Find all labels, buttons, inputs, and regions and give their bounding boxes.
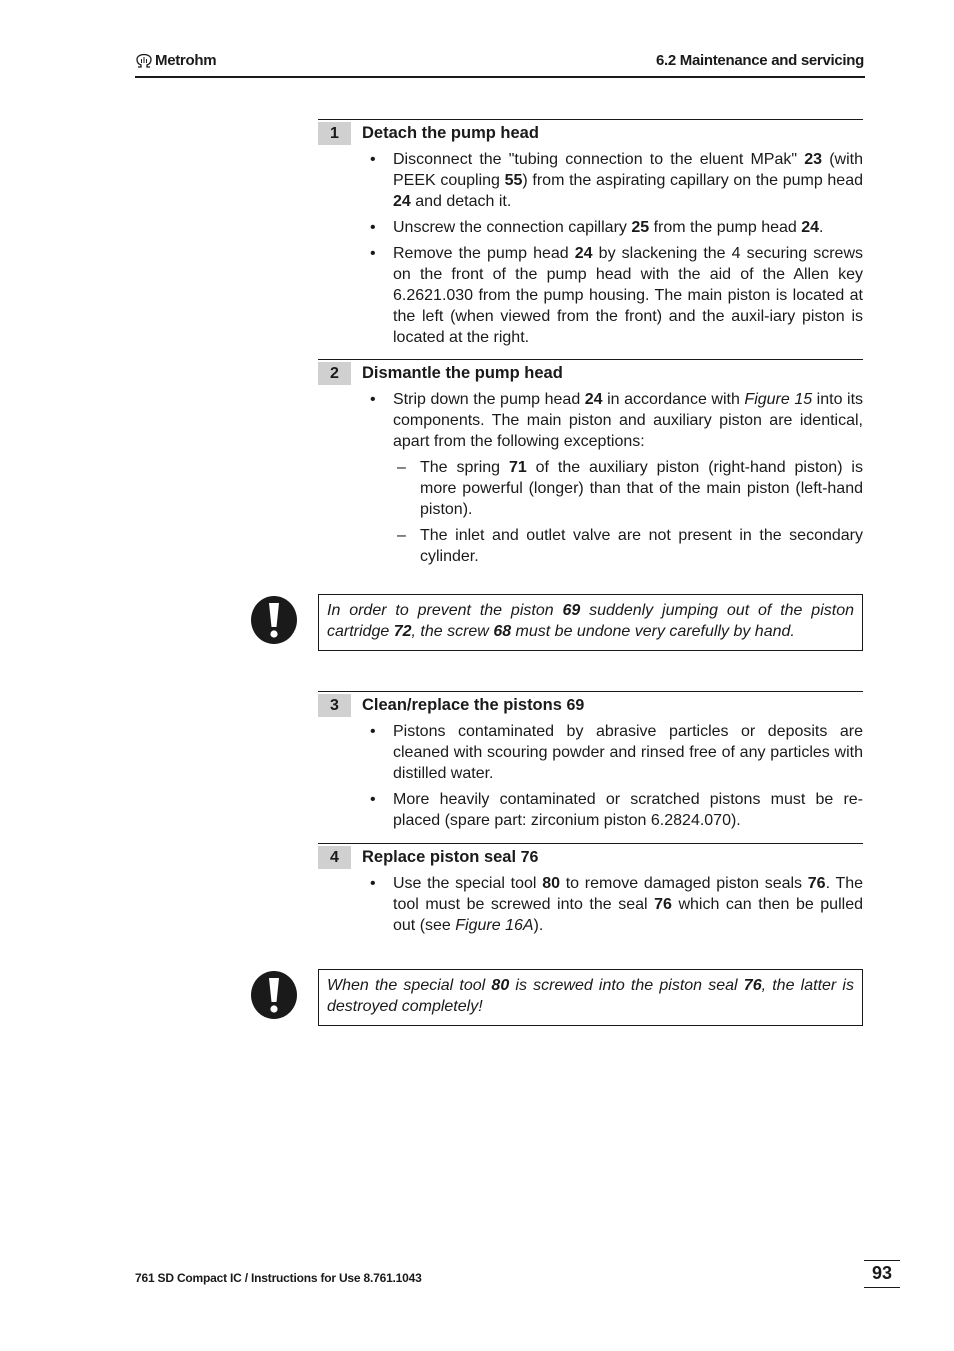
warning-note: [318, 969, 863, 1026]
bullet-item: [370, 243, 863, 348]
step-title-ref: 76: [520, 849, 539, 866]
bullet-icon: •: [370, 723, 376, 740]
page-number-rule: [864, 1287, 900, 1288]
step-divider: [318, 691, 863, 692]
figure-reference: Figure 16A: [455, 917, 534, 934]
item-reference-number: 23: [804, 151, 823, 168]
step-divider: [318, 359, 863, 360]
bullet-item: [370, 217, 863, 238]
exclamation-warning-icon: [250, 595, 298, 645]
section-title: 6.2 Maintenance and servicing: [655, 52, 864, 69]
document-reference: 761 SD Compact IC / Instructions for Use 8.761.1043: [135, 1271, 422, 1285]
step-divider: [318, 843, 863, 844]
logo-text: Metrohm: [155, 52, 217, 69]
item-reference-number: 76: [807, 875, 826, 892]
text-run: , the latter is destroyed completely!: [327, 977, 854, 1015]
step-3: [318, 691, 863, 836]
item-reference-number: 72: [393, 623, 412, 640]
item-reference-number: 24: [574, 245, 593, 262]
text-run: Unscrew the connection capillary: [393, 219, 632, 236]
text-run: to remove damaged piston seals: [559, 875, 808, 892]
item-reference-number: 25: [631, 219, 650, 236]
bullet-item: [370, 149, 863, 212]
item-reference-number: 69: [562, 602, 581, 619]
figure-reference: Figure 15: [744, 391, 813, 408]
step-divider: [318, 119, 863, 120]
header-divider: [135, 76, 865, 78]
text-run: in accordance with: [602, 391, 745, 408]
text-run: which can then be pulled out (see: [393, 896, 863, 934]
text-run: ) from the aspirating capillary on the pump head: [522, 172, 863, 189]
step-title: Clean/replace the pistons 69: [362, 696, 585, 714]
text-run: (with PEEK coupling: [393, 151, 864, 189]
step-2: [318, 359, 863, 572]
bullet-icon: •: [370, 791, 376, 808]
bullet-item: [370, 789, 863, 831]
bullet-icon: •: [370, 245, 376, 262]
text-run: ).: [533, 917, 544, 934]
text-run: of the auxiliary piston (right-hand piston) is more powerful (longer) than that of the main piston (left-hand piston).: [420, 459, 863, 518]
step-bullets: [318, 389, 863, 567]
text-run: More heavily contaminated or scratched pistons must be re-placed (spare part: zirconium piston 6.2824.070).: [393, 791, 863, 829]
sub-item: [393, 457, 863, 520]
item-reference-number: 24: [584, 391, 603, 408]
step-number: 4: [318, 846, 351, 869]
text-run: , the screw: [411, 623, 494, 640]
dash-icon: –: [397, 459, 406, 476]
item-reference-number: 24: [393, 193, 411, 210]
step-title: Detach the pump head: [362, 124, 539, 142]
bullet-item: [370, 873, 863, 936]
item-reference-number: 68: [493, 623, 512, 640]
step-4: [318, 843, 863, 941]
bullet-item: [370, 389, 863, 567]
step-number: 2: [318, 362, 351, 385]
step-title-ref: 69: [566, 697, 585, 714]
item-reference-number: 76: [654, 896, 672, 913]
text-run: .: [819, 219, 824, 236]
text-run: from the pump head: [649, 219, 802, 236]
text-run: The inlet and outlet valve are not present in the secondary cylinder.: [420, 527, 863, 565]
step-bullets: [318, 721, 863, 831]
bullet-icon: •: [370, 151, 376, 168]
text-run: In order to prevent the piston: [327, 602, 563, 619]
metrohm-logo: [135, 52, 216, 69]
text-run: by slackening the 4 securing screws on the front of the pump head with the aid of the Allen key 6.2621.030 from the pump housing. The main piston is located at the left (when viewed from the front) and the auxil-iary piston is located at the right.: [393, 245, 863, 346]
page-number: 93: [871, 1263, 893, 1283]
item-reference-number: 71: [508, 459, 527, 476]
exclamation-warning-icon: [250, 970, 298, 1020]
text-run: must be undone very carefully by hand.: [511, 623, 795, 640]
omega-icon: [135, 53, 153, 69]
step-number: 1: [318, 122, 351, 145]
step-title: Replace piston seal 76: [362, 848, 539, 866]
step-title: Dismantle the pump head: [362, 364, 563, 382]
step-1: [318, 119, 863, 353]
dash-icon: –: [397, 527, 406, 544]
item-reference-number: 80: [491, 977, 510, 994]
text-run: The spring: [420, 459, 509, 476]
text-run: is screwed into the piston seal: [509, 977, 744, 994]
bullet-icon: •: [370, 875, 376, 892]
bullet-item: [370, 721, 863, 784]
text-run: into its components. The main piston and auxiliary piston are identical, apart from the following exceptions:: [393, 391, 864, 450]
text-run: Disconnect the "tubing connection to the eluent MPak": [393, 151, 805, 168]
bullet-icon: •: [370, 219, 376, 236]
text-run: Remove the pump head: [393, 245, 575, 262]
step-bullets: [318, 149, 863, 348]
step-number: 3: [318, 694, 351, 717]
item-reference-number: 80: [542, 875, 560, 892]
text-run: suddenly jumping out of the piston cartridge: [327, 602, 854, 640]
bullet-icon: •: [370, 391, 376, 408]
sub-item: [393, 525, 863, 567]
item-reference-number: 76: [743, 977, 762, 994]
text-run: When the special tool: [327, 977, 492, 994]
sub-list: [393, 457, 863, 567]
item-reference-number: 55: [504, 172, 523, 189]
item-reference-number: 24: [801, 219, 820, 236]
text-run: and detach it.: [410, 193, 512, 210]
page-number-top-rule: [864, 1260, 900, 1261]
text-run: Use the special tool: [393, 875, 543, 892]
text-run: Pistons contaminated by abrasive particles or deposits are cleaned with scouring powder and rinsed free of any particles with distilled water.: [393, 723, 863, 782]
warning-note: [318, 594, 863, 651]
text-run: . The tool must be screwed into the seal: [393, 875, 864, 913]
step-bullets: [318, 873, 863, 936]
text-run: Strip down the pump head: [393, 391, 585, 408]
